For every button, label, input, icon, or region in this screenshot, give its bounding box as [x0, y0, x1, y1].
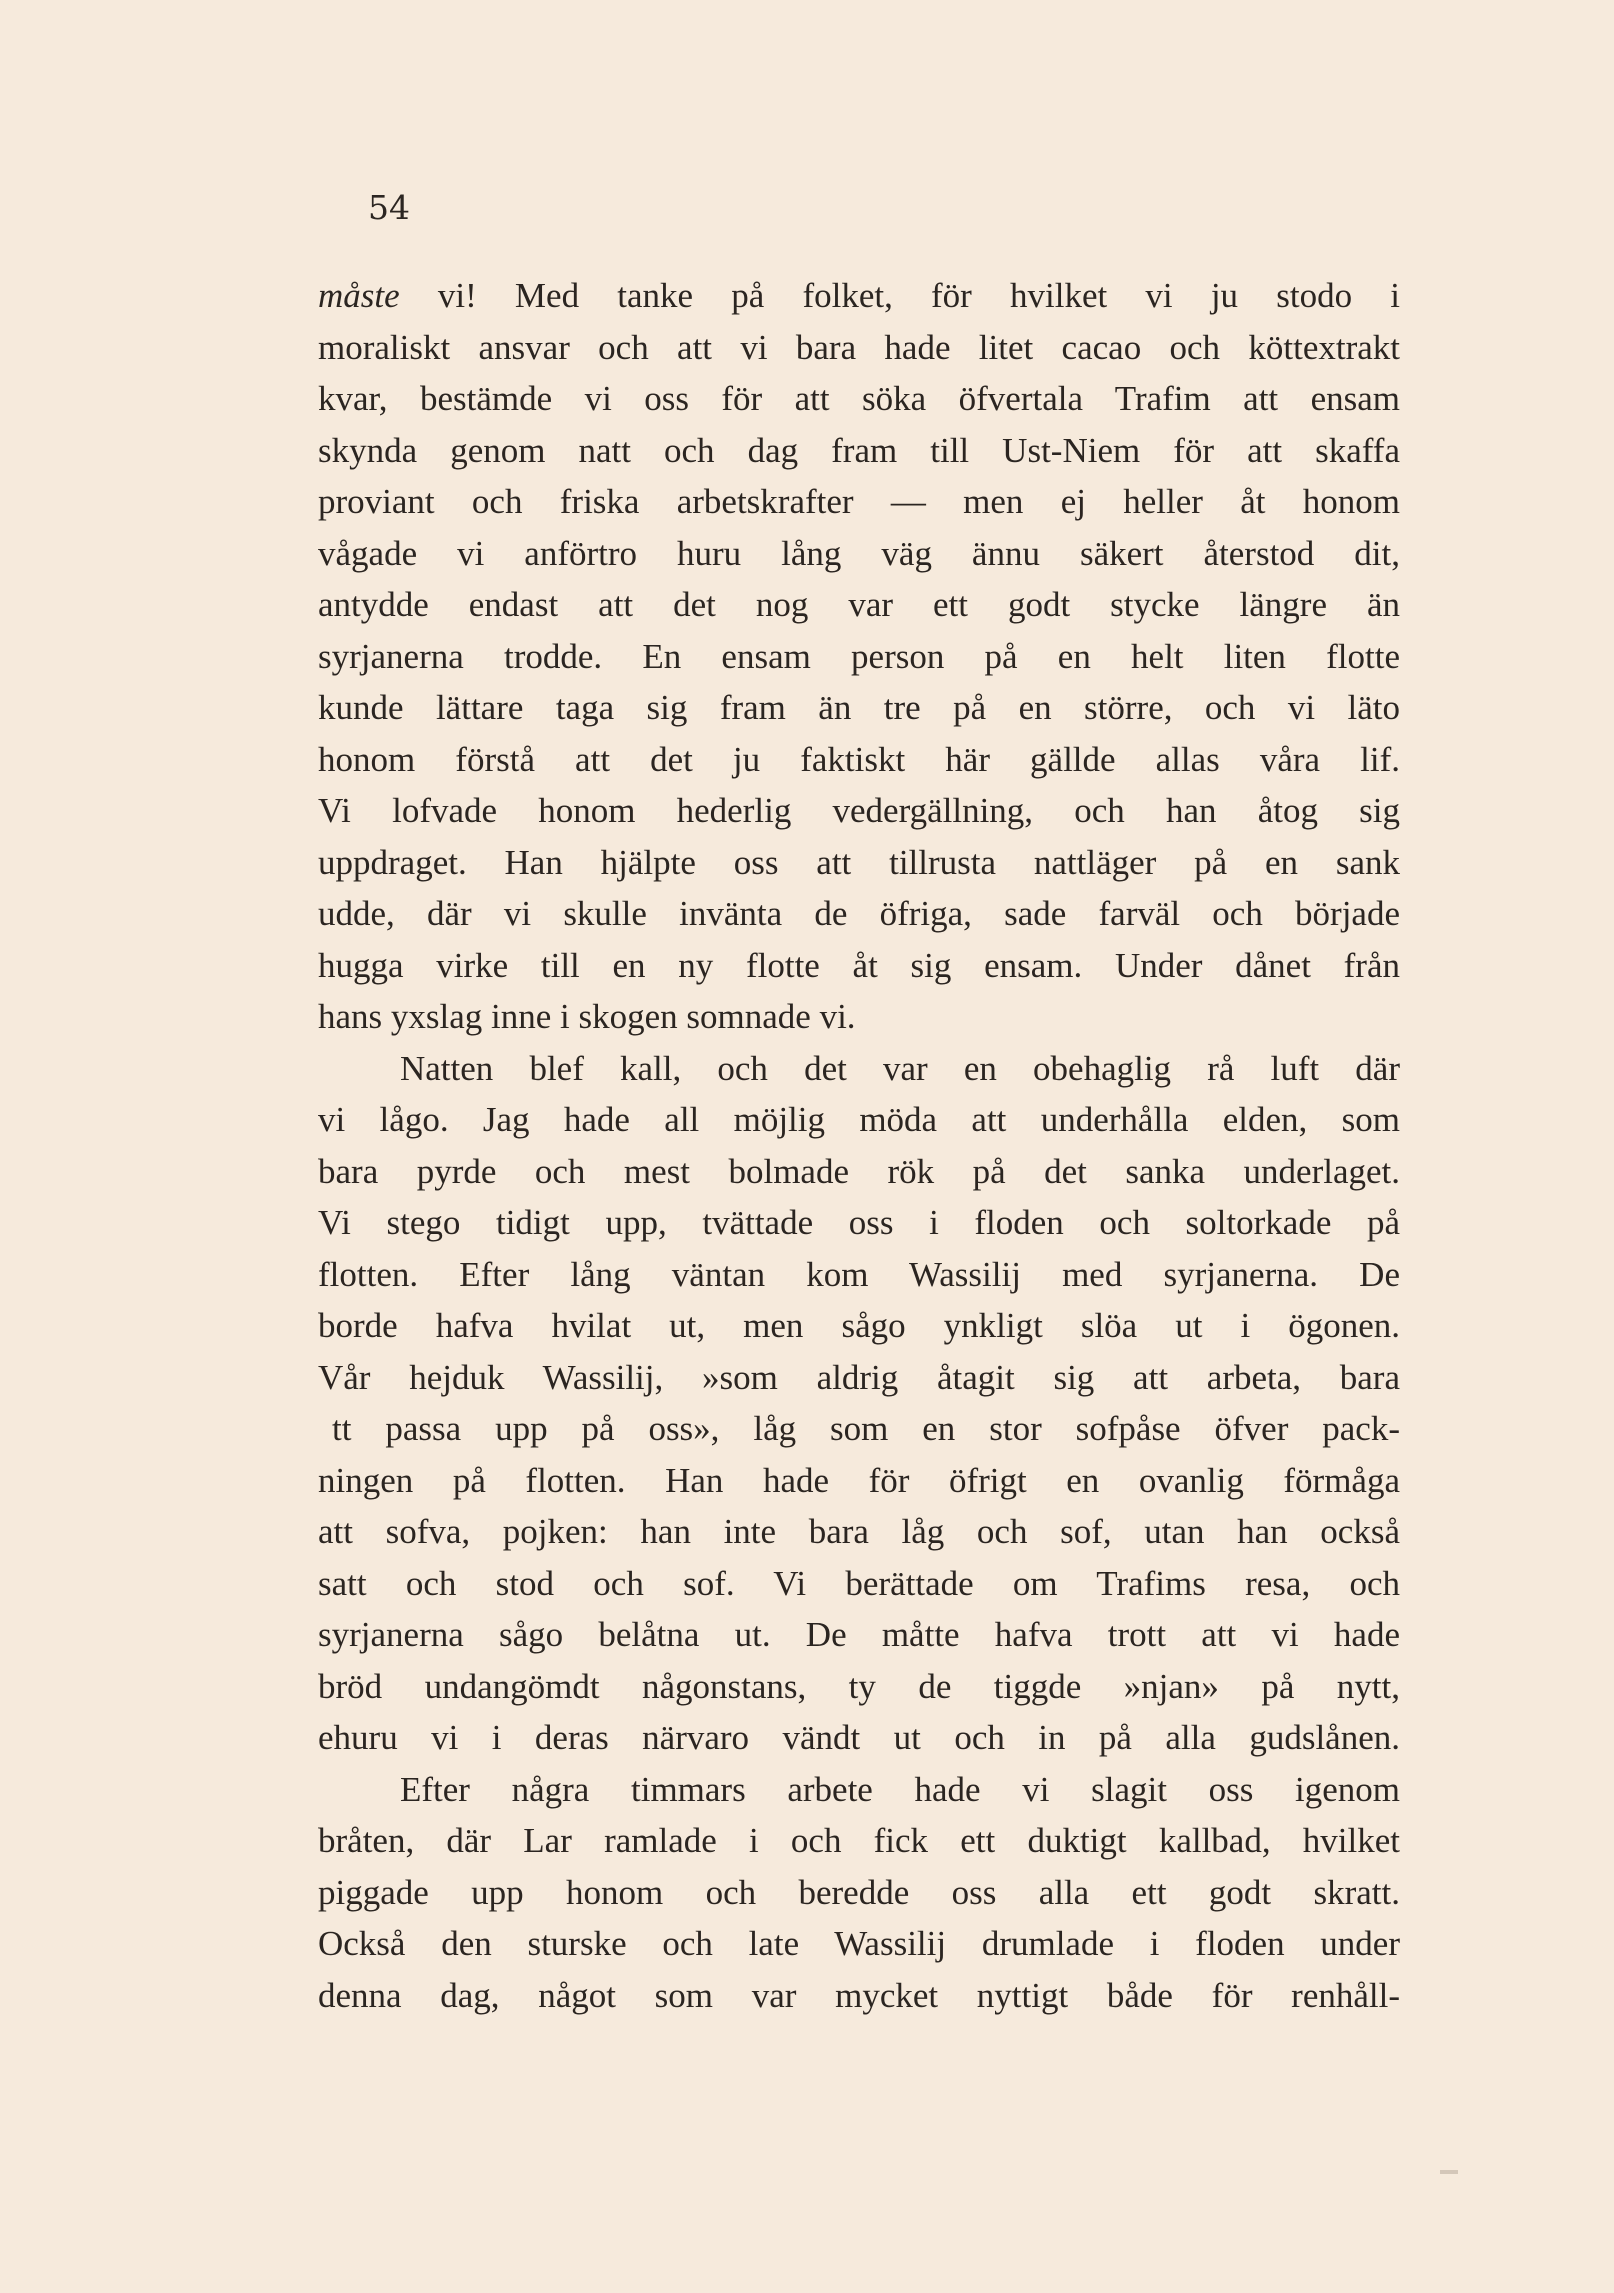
line-text: syrjanerna trodde. En ensam person på en helt liten flotte — [318, 636, 1400, 676]
line-text: att sofva, pojken: han inte bara låg och sof, utan han också — [318, 1512, 1400, 1551]
text-line — [318, 1918, 1400, 1970]
line-text: udde, där vi skulle invänta de öfriga, sade farväl och började — [318, 894, 1400, 933]
line-text: antydde endast att det nog var ett godt stycke längre än — [318, 585, 1400, 624]
line-text: bröd undangömdt någonstans, ty de tiggde »njan» på nytt, — [318, 1666, 1400, 1706]
line-text: proviant och friska arbetskrafter — men ej heller åt honom — [318, 482, 1400, 521]
margin-mark — [1440, 2170, 1458, 2174]
text-line — [318, 1558, 1400, 1610]
text-line — [318, 476, 1400, 528]
text-line — [318, 425, 1400, 477]
body-text — [318, 270, 1400, 2021]
text-line — [318, 1970, 1400, 2022]
line-text: honom förstå att det ju faktiskt här gällde allas våra lif. — [318, 739, 1400, 779]
line-text: vågade vi anförtro huru lång väg ännu säkert återstod dit, — [318, 533, 1400, 573]
text-line — [318, 888, 1400, 940]
text-line — [318, 1197, 1400, 1249]
text-line — [318, 1043, 1400, 1095]
text-line — [318, 734, 1400, 786]
text-line — [318, 270, 1400, 322]
text-line — [318, 1661, 1400, 1713]
line-text: satt och stod och sof. Vi berättade om Trafims resa, och — [318, 1563, 1400, 1603]
text-line — [318, 1867, 1400, 1919]
line-text: ningen på flotten. Han hade för öfrigt en ovanlig förmåga — [318, 1460, 1400, 1500]
text-line — [318, 1455, 1400, 1507]
line-text: bråten, där Lar ramlade i och fick ett duktigt kallbad, hvilket — [318, 1821, 1400, 1860]
text-line — [318, 1403, 1400, 1455]
line-text: denna dag, något som var mycket nyttigt både för renhåll- — [318, 1975, 1400, 2015]
line-text: Natten blef kall, och det var en obehaglig rå luft där — [400, 1048, 1400, 1088]
line-text: Vi lofvade honom hederlig vedergällning, och han åtog sig — [318, 791, 1400, 830]
line-text: moraliskt ansvar och att vi bara hade litet cacao och köttextrakt — [318, 327, 1400, 367]
line-text: borde hafva hvilat ut, men sågo ynkligt slöa ut i ögonen. — [318, 1306, 1400, 1345]
line-text: flotten. Efter lång väntan kom Wassilij med syrjanerna. De — [318, 1254, 1400, 1294]
text-line — [318, 1609, 1400, 1661]
line-text: ehuru vi i deras närvaro vändt ut och in på alla gudslånen. — [318, 1718, 1400, 1757]
line-text: Efter några timmars arbete hade vi slagit oss igenom — [400, 1769, 1400, 1809]
text-line — [318, 991, 1400, 1043]
text-line — [318, 1815, 1400, 1867]
line-text: bara pyrde och mest bolmade rök på det sanka underlaget. — [318, 1151, 1400, 1191]
line-text: Vår hejduk Wassilij, »som aldrig åtagit sig att arbeta, bara — [318, 1357, 1400, 1397]
text-line — [318, 1352, 1400, 1404]
italic-word: måste — [318, 276, 400, 315]
text-line — [318, 579, 1400, 631]
line-text: vi! Med tanke på folket, för hvilket vi ju stodo i — [399, 276, 1400, 315]
text-line — [318, 1712, 1400, 1764]
line-text: hugga virke till en ny flotte åt sig ensam. Under dånet från — [318, 945, 1400, 985]
line-text: kvar, bestämde vi oss för att söka öfvertala Trafim att ensam — [318, 379, 1400, 418]
line-text: hans yxslag inne i skogen somnade vi. — [318, 997, 856, 1036]
text-line — [318, 940, 1400, 992]
text-line — [318, 837, 1400, 889]
line-text: vi lågo. Jag hade all möjlig möda att underhålla elden, som — [318, 1100, 1400, 1139]
line-text: tt passa upp på oss», låg som en stor sofpåse öfver pack- — [332, 1409, 1400, 1448]
line-text: piggade upp honom och beredde oss alla ett godt skratt. — [318, 1872, 1400, 1912]
text-line — [318, 528, 1400, 580]
text-line — [318, 1146, 1400, 1198]
text-line — [318, 373, 1400, 425]
text-line — [318, 1249, 1400, 1301]
line-text: skynda genom natt och dag fram till Ust-Niem för att skaffa — [318, 430, 1400, 470]
line-text: Vi stego tidigt upp, tvättade oss i floden och soltorkade på — [318, 1203, 1400, 1242]
text-line — [318, 1094, 1400, 1146]
text-line — [318, 322, 1400, 374]
page-number: 54 — [368, 188, 410, 227]
text-line — [318, 1506, 1400, 1558]
line-text: syrjanerna sågo belåtna ut. De måtte hafva trott att vi hade — [318, 1615, 1400, 1654]
text-line — [318, 1300, 1400, 1352]
line-text: Också den sturske och late Wassilij drumlade i floden under — [318, 1924, 1400, 1963]
text-line — [318, 1764, 1400, 1816]
text-line — [318, 785, 1400, 837]
text-line — [318, 682, 1400, 734]
line-text: kunde lättare taga sig fram än tre på en större, och vi läto — [318, 688, 1400, 727]
line-text: uppdraget. Han hjälpte oss att tillrusta nattläger på en sank — [318, 842, 1400, 882]
text-line — [318, 631, 1400, 683]
